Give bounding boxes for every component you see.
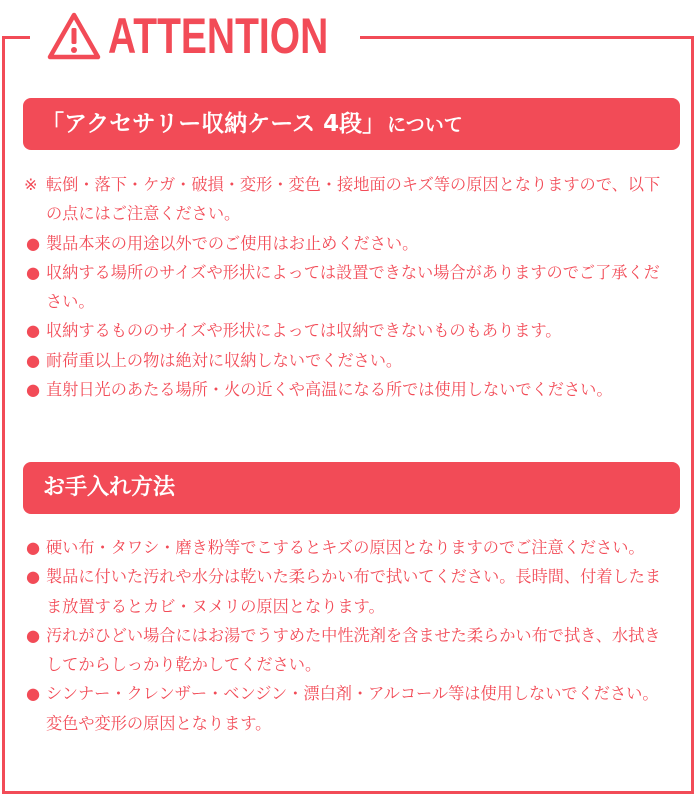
section-heading-product-title: 「アクセサリー収納ケース 4段」 <box>41 111 386 137</box>
bullet-marker: ● <box>26 684 41 704</box>
bullet-marker: ● <box>26 567 41 587</box>
note-text: 硬い布・タワシ・磨き粉等でこするとキズの原因となりますのでご注意ください。 <box>46 538 645 557</box>
list-item <box>0 679 700 738</box>
warning-triangle-icon <box>46 11 102 61</box>
care-list <box>0 533 700 738</box>
list-item <box>0 621 700 680</box>
note-text: 製品に付いた汚れや水分は乾いた柔らかい布で拭いてください。長時間、付着したまま放置するとカビ・ヌメリの原因となります。 <box>46 567 662 616</box>
bullet-marker: ● <box>26 625 41 645</box>
section-heading-product <box>23 98 680 150</box>
section-heading-product-suffix: について <box>387 114 463 136</box>
attention-title <box>46 4 390 68</box>
note-text: 収納するもののサイズや形状によっては収納できないものもあります。 <box>46 321 562 341</box>
note-text: 転倒・落下・ケガ・破損・変形・変色・接地面のキズ等の原因となりますので、以下の点にはご注意ください。 <box>46 175 661 224</box>
list-item <box>0 533 700 562</box>
section-heading-care <box>23 462 680 514</box>
note-marker: ※ <box>24 175 38 194</box>
bullet-marker: ● <box>26 233 41 253</box>
note-text: 収納する場所のサイズや形状によっては設置できない場合がありますのでご了承ください。 <box>46 262 660 312</box>
list-item <box>0 258 700 317</box>
title-text: ATTENTION <box>108 8 329 64</box>
list-item <box>0 346 700 375</box>
list-item <box>0 170 700 229</box>
note-text: シンナー・クレンザー・ベンジン・漂白剤・アルコール等は使用しないでください。変色や変形の原因となります。 <box>46 684 659 733</box>
list-item <box>0 316 700 345</box>
list-item <box>0 562 700 621</box>
note-text: 製品本来の用途以外でのご使用はお止めください。 <box>46 233 419 253</box>
bullet-marker: ● <box>26 538 41 557</box>
note-text: 直射日光のあたる場所・火の近くや高温になる所では使用しないでください。 <box>46 380 613 400</box>
bullet-marker: ● <box>26 262 41 282</box>
caution-list <box>0 170 700 404</box>
list-item <box>0 375 700 404</box>
note-text: 汚れがひどい場合にはお湯でうすめた中性洗剤を含ませた柔らかい布で拭き、水拭きしてからしっかり乾かしてください。 <box>46 625 661 675</box>
section-heading-care-title: お手入れ方法 <box>43 475 176 500</box>
bullet-marker: ● <box>26 350 41 370</box>
list-item <box>0 229 700 258</box>
bullet-marker: ● <box>26 380 41 400</box>
bullet-marker: ● <box>26 321 41 341</box>
note-text: 耐荷重以上の物は絶対に収納しないでください。 <box>46 350 403 370</box>
